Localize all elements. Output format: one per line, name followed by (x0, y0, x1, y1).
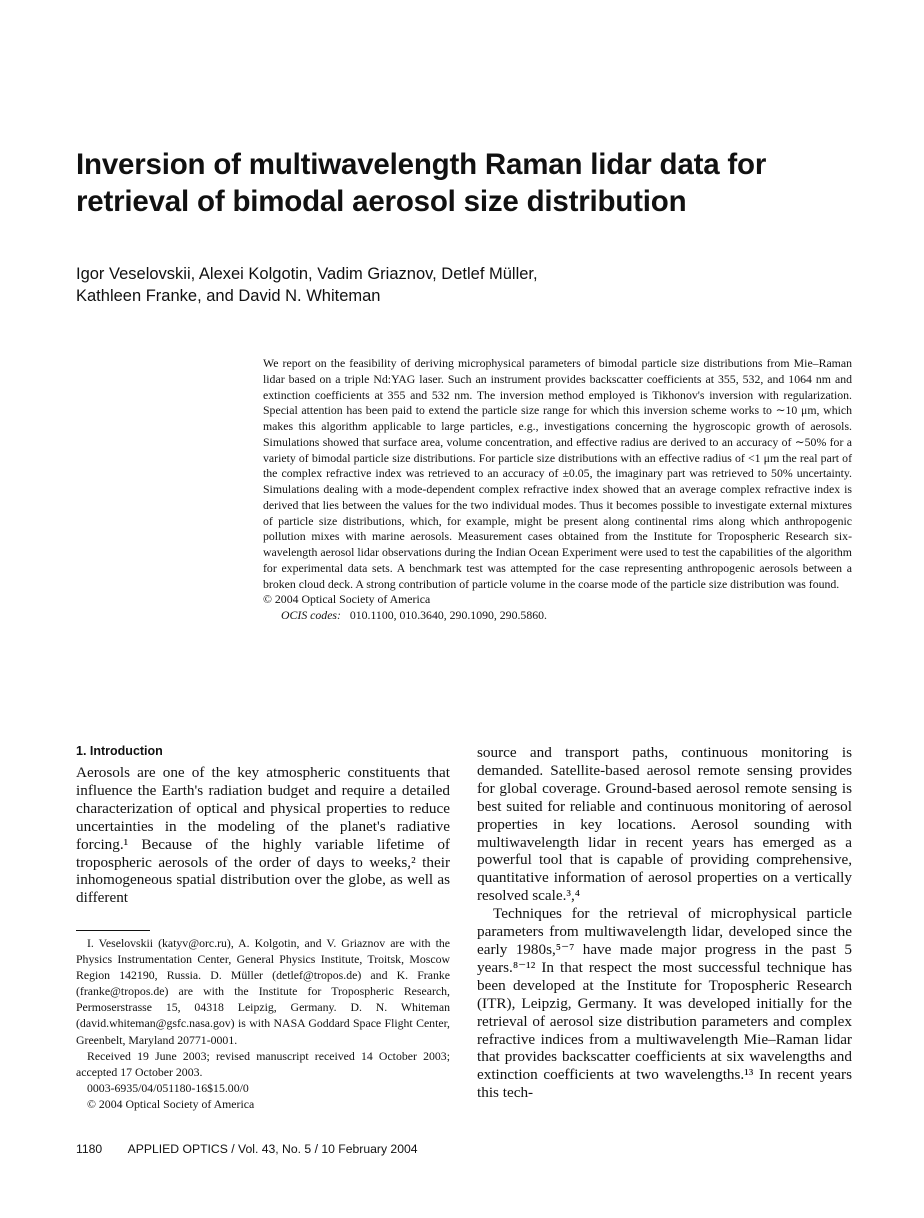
body-paragraph: source and transport paths, continuous monitoring is demanded. Satellite-based aerosol remote sensing provides for global coverage. Ground-based aerosol remote sensing is best suited for reliable and continuous monitoring of aerosol properties in key locations. Aerosol sounding with multiwavelength lidar in recent years has emerged as a powerful tool that is capable of providing comprehensive, quantitative information of aerosol properties on a vertically resolved scale.³,⁴ (477, 744, 852, 905)
body-column-right (477, 744, 852, 1102)
ocis-codes (263, 608, 852, 624)
title-line: Inversion of multiwavelength Raman lidar data for (76, 148, 767, 181)
ocis-label: OCIS codes: (281, 608, 341, 622)
abstract (263, 356, 852, 624)
footnotes (76, 935, 450, 1112)
body-paragraph: Aerosols are one of the key atmospheric constituents that influence the Earth's radiation budget and require a detailed characterization of optical and physical properties to reduce uncertainties in the modeling of the planet's radiative forcing.¹ Because of the highly variable lifetime of tropospheric aerosols of the order of days to weeks,² their inhomogeneous spatial distribution over the globe, as well as different (76, 764, 450, 907)
body-paragraph: Techniques for the retrieval of microphysical particle parameters from multiwavelength lidar, developed since the early 1980s,⁵⁻⁷ have made major progress in the past 5 years.⁸⁻¹² In that respect the most successful technique has been developed at the Institute for Tropospheric Research (ITR), Leipzig, Germany. It was developed initially for the retrieval of aerosol size distribution parameters and complex refractive indices from a multiwavelength Mie–Raman lidar that provides backscatter coefficients at six wavelengths and extinction coefficients at two wavelengths.¹³ In recent years this tech- (477, 905, 852, 1102)
title-line: retrieval of bimodal aerosol size distribution (76, 185, 687, 218)
footnote-divider (76, 930, 150, 931)
journal-citation: APPLIED OPTICS / Vol. 43, No. 5 / 10 February 2004 (127, 1142, 418, 1156)
abstract-copyright: © 2004 Optical Society of America (263, 592, 431, 607)
footnote-received: Received 19 June 2003; revised manuscript received 14 October 2003; accepted 17 October 2003. (76, 1048, 450, 1079)
article-title (76, 146, 856, 220)
section-heading: 1. Introduction (76, 744, 163, 758)
page-footer (76, 1142, 418, 1156)
author-list (76, 263, 776, 307)
page-number: 1180 (76, 1142, 103, 1156)
author-line: Igor Veselovskii, Alexei Kolgotin, Vadim Griaznov, Detlef Müller, (76, 265, 538, 283)
footnote-copyright: © 2004 Optical Society of America (87, 1096, 255, 1111)
footnote-affiliations: I. Veselovskii (katyv@orc.ru), A. Kolgotin, and V. Griaznov are with the Physics Instrumentation Center, General Physics Institute, Troitsk, Moscow Region 142190, Russia. D. Müller (detlef@tropos.de) and K. Franke (franke@tropos.de) are with the Institute for Tropospheric Research, Permoserstrasse 15, 04318 Leipzig, Germany. D. N. Whiteman (david.whiteman@gsfc.nasa.gov) is with NASA Goddard Space Flight Center, Greenbelt, Maryland 20771-0001. (76, 936, 450, 1047)
body-column-left (76, 764, 450, 907)
author-line: Kathleen Franke, and David N. Whiteman (76, 287, 381, 305)
abstract-text: We report on the feasibility of deriving microphysical parameters of bimodal particle size distributions from Mie–Raman lidar based on a triple Nd:YAG laser. Such an instrument provides backscatter coefficients at 355, 532, and 1064 nm and extinction coefficients at 355 and 532 nm. The inversion method employed is Tikhonov's inversion with regularization. Special attention has been paid to extend the particle size range for which this inversion scheme works to ∼10 μm, which makes this algorithm applicable to large particles, e.g., investigations concerning the hygroscopic growth of aerosols. Simulations showed that surface area, volume concentration, and effective radius are derived to an accuracy of ∼50% for a variety of bimodal particle size distributions. For particle size distributions with an effective radius of <1 μm the real part of the complex refractive index was retrieved to an accuracy of ±0.05, the imaginary part was retrieved to 50% uncertainty. Simulations dealing with a mode-dependent complex refractive index showed that an average complex refractive index is derived that lies between the values for the two individual modes. Thus it becomes possible to investigate external mixtures of particle size distributions, which, for example, might be present along continental rims along which anthropogenic pollution mixes with marine aerosols. Measurement cases obtained from the Institute for Tropospheric Research six-wavelength aerosol lidar observations during the Indian Ocean Experiment were used to test the capabilities of the algorithm for experimental data sets. A benchmark test was attempted for the case representing anthropogenic aerosols between a broken cloud deck. A strong contribution of particle volume in the coarse mode of the particle size distribution was found. (263, 356, 852, 591)
footnote-code: 0003-6935/04/051180-16$15.00/0 (87, 1080, 249, 1095)
ocis-values: 010.1100, 010.3640, 290.1090, 290.5860. (349, 608, 547, 622)
